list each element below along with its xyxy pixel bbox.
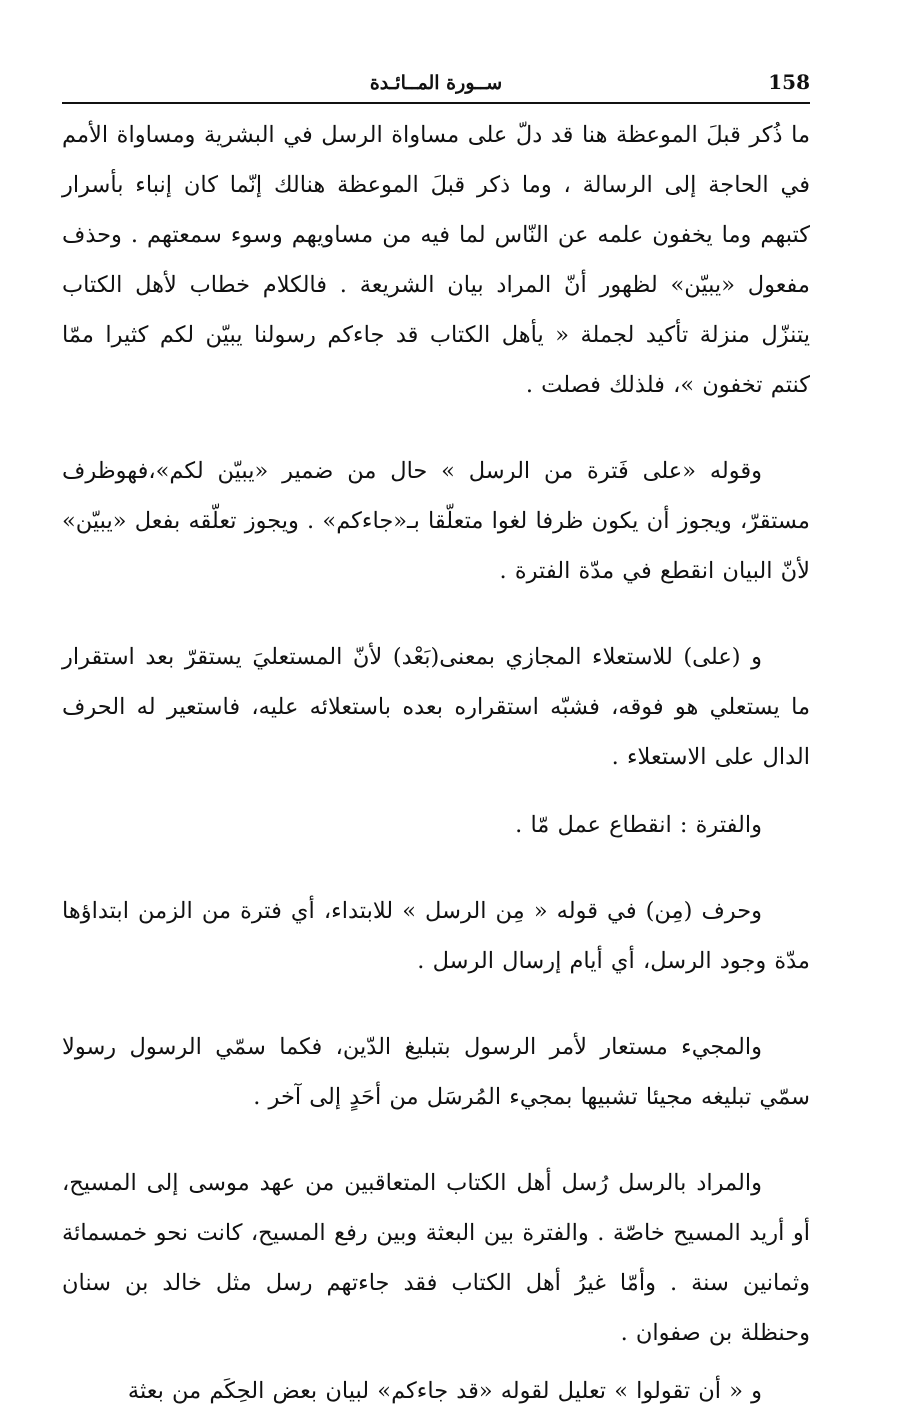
paragraph-gap xyxy=(62,1122,810,1158)
page-header xyxy=(62,66,810,104)
paragraph-gap xyxy=(62,782,810,800)
paragraph-gap xyxy=(62,410,810,446)
paragraph-2: وقوله «على فَترة من الرسل » حال من ضمير «يبيّن لكم»،فهوظرف مستقرّ، ويجوز أن يكون ظرفا لغوا متعلّقا بـ«جاءكم» . ويجوز تعلّقه بفعل «يبيّن» لأنّ البيان انقطع في مدّة الفترة . xyxy=(62,458,810,584)
paragraph-5: وحرف (مِن) في قوله « مِن الرسل » للابتداء، أي فترة من الزمن ابتداؤها مدّة وجود الرسل، أي أيام إرسال الرسل . xyxy=(62,898,810,974)
paragraph-6: والمجيء مستعار لأمر الرسول بتبليغ الدّين، فكما سمّي الرسول رسولا سمّي تبليغه مجيئا تشبيها بمجيء المُرسَل من أحَدٍ إلى آخر . xyxy=(62,1034,810,1110)
paragraph-4: والفترة : انقطاع عمل مّا . xyxy=(515,812,762,838)
paragraph-gap xyxy=(62,596,810,632)
paragraph-1: ما ذُكر قبلَ الموعظة هنا قد دلّ على مساواة الرسل في البشرية ومساواة الأمم في الحاجة إلى الرسالة ، وما ذكر قبلَ الموعظة هنالك إنّما كان إنباء بأسرار كتبهم وما يخفون علمه عن النّاس لما فيه من مساويهم وسوء سمعتهم . وحذف مفعول «يبيّن» لظهور أنّ المراد بيان الشريعة . فالكلام خطاب لأهل الكتاب يتنزّل منزلة تأكيد لجملة « يأهل الكتاب قد جاءكم رسولنا يبيّن لكم كثيرا ممّا كنتم تخفون »، فلذلك فصلت . xyxy=(62,122,810,398)
paragraph-8: و « أن تقولوا » تعليل لقوله «قد جاءكم» لبيان بعض الحِكَم من بعثة xyxy=(127,1378,762,1404)
paragraph-gap xyxy=(62,1358,810,1366)
body-text xyxy=(62,110,810,1416)
paragraph-gap xyxy=(62,986,810,1022)
paragraph-gap xyxy=(62,850,810,886)
paragraph-3: و (على) للاستعلاء المجازي بمعنى(بَعْد) لأنّ المستعليَ يستقرّ بعد استقرار ما يستعلي هو فوقه، فشبّه استقراره بعده باستعلائه عليه، فاستعير له الحرف الدال على الاستعلاء . xyxy=(62,644,810,770)
running-head: ســورة المــائـدة xyxy=(369,72,503,94)
page-number: 158 xyxy=(768,70,810,94)
paragraph-7: والمراد بالرسل رُسل أهل الكتاب المتعاقبين من عهد موسى إلى المسيح، أو أريد المسيح خاصّة . والفترة بين البعثة وبين رفع المسيح، كانت نحو خمسمائة وثمانين سنة . وأمّا غيرُ أهل الكتاب فقد جاءتهم رسل مثل خالد بن سنان وحنظلة بن صفوان . xyxy=(62,1170,810,1346)
